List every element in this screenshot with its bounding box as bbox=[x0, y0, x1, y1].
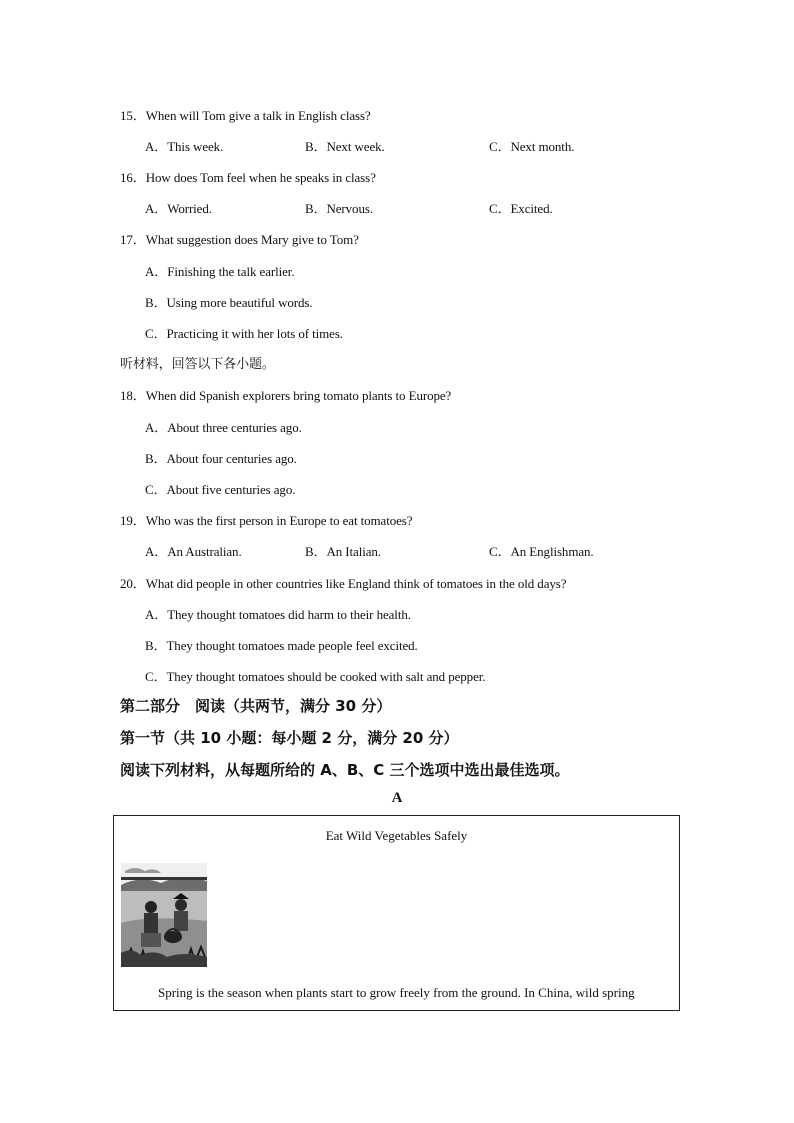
question-19-option-a: A．An Australian. bbox=[145, 544, 242, 559]
question-16-stem: 16．How does Tom feel when he speaks in class? bbox=[120, 170, 376, 185]
section1-heading: 第一节（共 10 小题：每小题 2 分，满分 20 分） bbox=[120, 729, 459, 747]
question-16-option-c: C．Excited. bbox=[489, 201, 553, 216]
question-20-stem: 20．What did people in other countries like England think of tomatoes in the old days? bbox=[120, 576, 567, 591]
question-17-option-a: A．Finishing the talk earlier. bbox=[145, 264, 295, 279]
question-19-stem: 19．Who was the first person in Europe to eat tomatoes? bbox=[120, 513, 413, 528]
question-18-option-c: C．About five centuries ago. bbox=[145, 482, 296, 497]
question-16-option-a: A．Worried. bbox=[145, 201, 212, 216]
passage-letter: A bbox=[391, 790, 403, 806]
part2-heading: 第二部分 阅读（共两节，满分 30 分） bbox=[120, 697, 392, 715]
question-19-option-b: B．An Italian. bbox=[305, 544, 381, 559]
question-15-stem: 15．When will Tom give a talk in English class? bbox=[120, 108, 371, 123]
question-18-option-b: B．About four centuries ago. bbox=[145, 451, 297, 466]
question-17-option-c: C．Practicing it with her lots of times. bbox=[145, 326, 343, 341]
question-20-option-b: B．They thought tomatoes made people feel excited. bbox=[145, 638, 418, 653]
question-18-stem: 18．When did Spanish explorers bring tomato plants to Europe? bbox=[120, 388, 452, 403]
question-18-option-a: A．About three centuries ago. bbox=[145, 420, 302, 435]
passage-box bbox=[113, 815, 680, 1011]
children-picking-vegetables-illustration-icon bbox=[121, 863, 207, 967]
question-15-option-b: B．Next week. bbox=[305, 139, 385, 154]
passage-body: Spring is the season when plants start to grow freely from the ground. In China, wild spring bbox=[158, 985, 635, 1000]
reading-instruction: 阅读下列材料，从每题所给的 A、B、C 三个选项中选出最佳选项。 bbox=[120, 761, 570, 779]
passage-title: Eat Wild Vegetables Safely bbox=[325, 828, 468, 843]
question-17-stem: 17．What suggestion does Mary give to Tom? bbox=[120, 232, 359, 247]
question-20-option-a: A．They thought tomatoes did harm to their health. bbox=[145, 607, 411, 622]
question-20-option-c: C．They thought tomatoes should be cooked with salt and pepper. bbox=[145, 669, 486, 684]
question-17-option-b: B．Using more beautiful words. bbox=[145, 295, 313, 310]
listening-instruction: 听材料，回答以下各小题。 bbox=[120, 357, 275, 372]
question-15-option-a: A．This week. bbox=[145, 139, 224, 154]
question-19-option-c: C．An Englishman. bbox=[489, 544, 594, 559]
question-15-option-c: C．Next month. bbox=[489, 139, 575, 154]
question-16-option-b: B．Nervous. bbox=[305, 201, 373, 216]
